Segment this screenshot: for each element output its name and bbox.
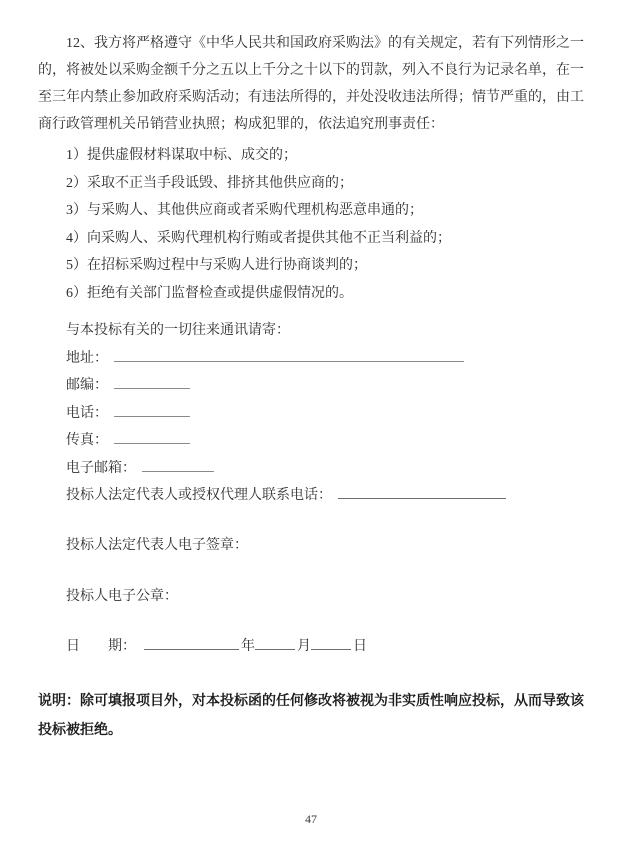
fax-label: 传真： (66, 433, 108, 448)
date-day-suffix: 日 (353, 638, 367, 654)
date-year-suffix: 年 (241, 638, 255, 654)
contact-row-phone (38, 400, 584, 428)
date-label: 日 期： (66, 638, 136, 654)
rep-phone-label: 投标人法定代表人或授权代理人联系电话： (66, 488, 332, 503)
contact-row-address (38, 345, 584, 373)
violation-item: 5）在招标采购过程中与采购人进行协商谈判的； (66, 258, 367, 273)
date-month-blank (255, 636, 295, 650)
company-seal-line: 投标人电子公章： (66, 589, 178, 604)
rep-phone-blank (338, 485, 506, 499)
phone-label: 电话： (66, 405, 108, 421)
page-number: 47 (305, 812, 317, 826)
note-paragraph: 说明：除可填报项目外，对本投标函的任何修改将被视为非实质性响应投标，从而导致该投标被拒绝。 (38, 694, 584, 738)
contact-intro: 与本投标有关的一切往来通讯请寄： (66, 323, 290, 338)
address-label: 地址： (66, 350, 108, 366)
contact-row-email (38, 455, 584, 483)
legal-rep-signature-line: 投标人法定代表人电子签章： (66, 537, 248, 553)
violation-item: 1）提供虚假材料谋取中标、成交的； (66, 148, 297, 163)
clause-12-paragraph: 12、我方将严格遵守《中华人民共和国政府采购法》的有关规定，若有下列情形之一的，将被处以采购金额千分之五以上千分之十以下的罚款，列入不良行为记录名单，在一至三年内禁止参加政府采购活动；有违法所得的，并处没收违法所得；情节严重的，由工商行政管理机关吊销营业执照；构成犯罪的，依法追究刑事责任： (38, 36, 584, 132)
violation-item: 6）拒绝有关部门监督检查或提供虚假情况的。 (66, 285, 353, 301)
contact-row-fax (38, 427, 584, 455)
email-label: 电子邮箱： (66, 460, 136, 476)
email-blank (142, 458, 214, 472)
violation-item: 2）采取不正当手段诋毁、排挤其他供应商的； (66, 175, 353, 191)
postcode-blank (114, 375, 190, 389)
contact-row-rep-phone (38, 482, 584, 510)
violation-item: 4）向采购人、采购代理机构行贿或者提供其他不正当利益的； (66, 230, 451, 246)
address-blank (114, 348, 464, 362)
violations-list (38, 142, 584, 307)
phone-blank (114, 403, 190, 417)
date-year-blank (144, 636, 239, 650)
postcode-label: 邮编： (66, 378, 108, 393)
date-month-suffix: 月 (297, 638, 311, 654)
violation-item: 3）与采购人、其他供应商或者采购代理机构恶意串通的； (66, 203, 423, 218)
contact-row-postcode (38, 372, 584, 400)
date-day-blank (311, 636, 351, 650)
fax-blank (114, 430, 190, 444)
date-line (38, 633, 584, 661)
